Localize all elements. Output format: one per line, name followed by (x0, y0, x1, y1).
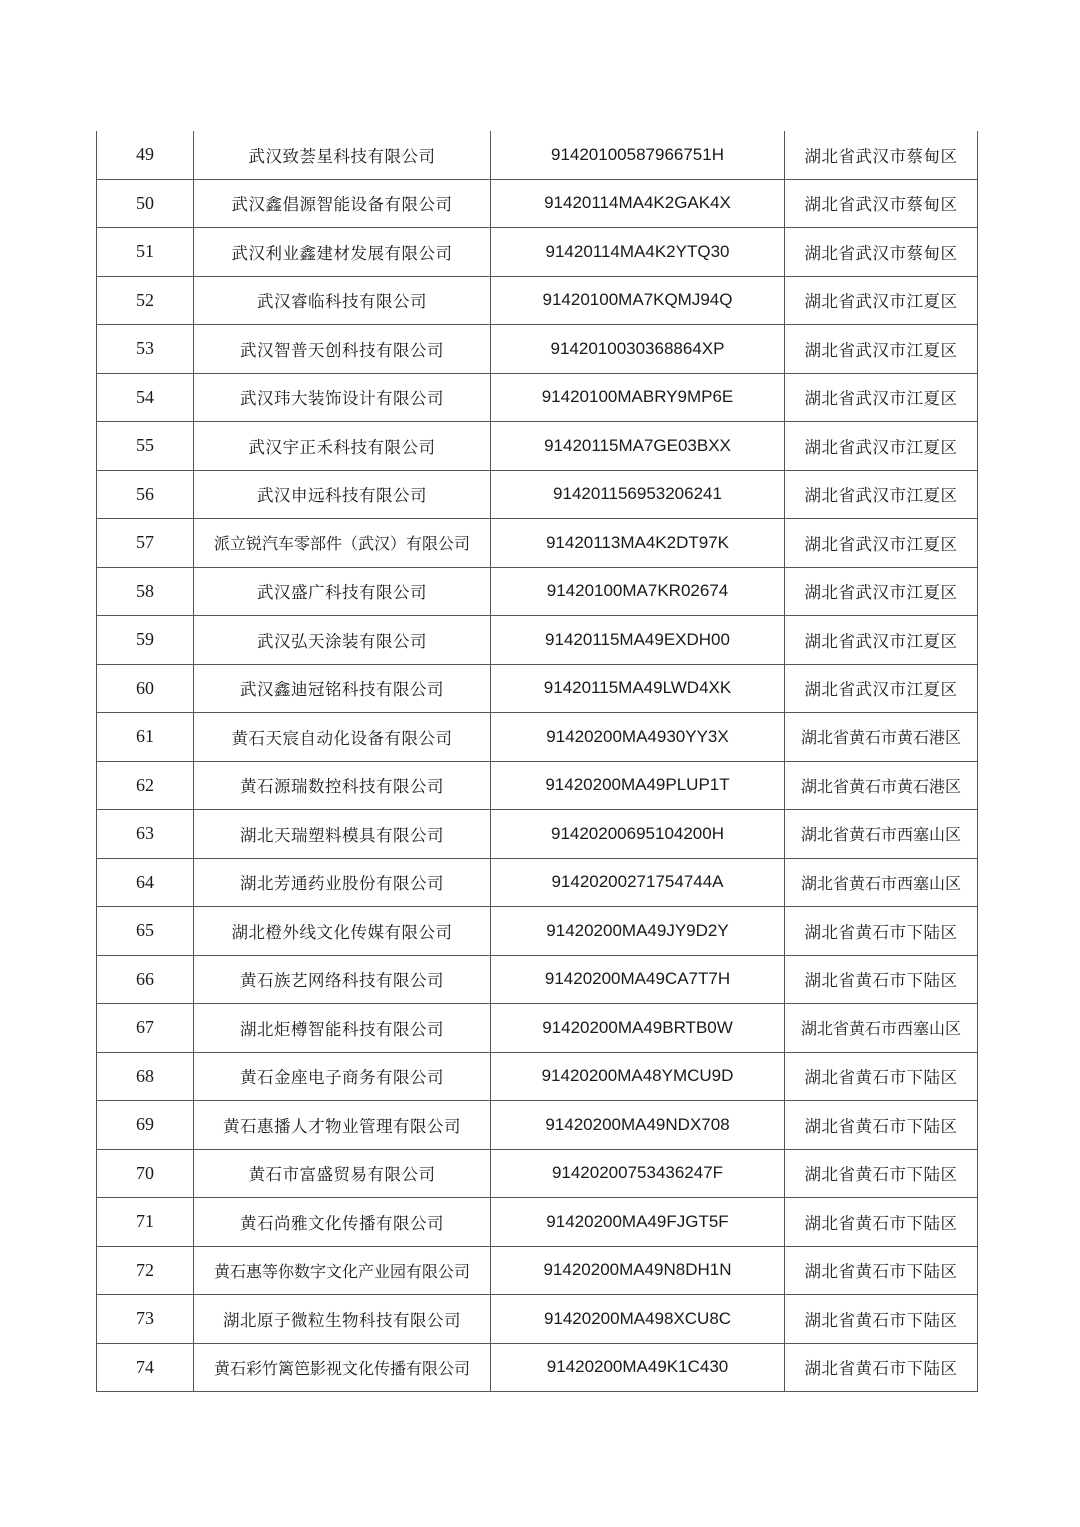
credit-code: 91420200MA49CA7T7H (491, 955, 785, 1004)
row-number: 71 (97, 1198, 194, 1247)
table-row (97, 1004, 978, 1053)
table-row (97, 1198, 978, 1247)
credit-code: 91420115MA49LWD4XK (491, 664, 785, 713)
row-number: 65 (97, 907, 194, 956)
company-name: 武汉宇正禾科技有限公司 (194, 422, 491, 471)
table-row (97, 519, 978, 568)
company-name: 派立锐汽车零部件（武汉）有限公司 (194, 519, 491, 568)
company-location: 湖北省黄石市西塞山区 (785, 858, 978, 907)
company-location: 湖北省黄石市西塞山区 (785, 1004, 978, 1053)
table-row (97, 955, 978, 1004)
table-row (97, 422, 978, 471)
row-number: 66 (97, 955, 194, 1004)
company-name: 湖北天瑞塑料模具有限公司 (194, 810, 491, 859)
credit-code: 91420100MA7KR02674 (491, 567, 785, 616)
table-row (97, 664, 978, 713)
company-name: 黄石源瑞数控科技有限公司 (194, 761, 491, 810)
company-table (96, 131, 978, 1392)
company-location: 湖北省武汉市江夏区 (785, 567, 978, 616)
company-name: 武汉鑫迪冠铭科技有限公司 (194, 664, 491, 713)
company-location: 湖北省黄石市黄石港区 (785, 713, 978, 762)
company-location: 湖北省武汉市江夏区 (785, 664, 978, 713)
credit-code: 91420200MA49NDX708 (491, 1101, 785, 1150)
credit-code: 91420200MA49FJGT5F (491, 1198, 785, 1247)
row-number: 50 (97, 179, 194, 228)
row-number: 70 (97, 1149, 194, 1198)
company-name: 武汉盛广科技有限公司 (194, 567, 491, 616)
credit-code: 91420100MABRY9MP6E (491, 373, 785, 422)
company-name: 黄石市富盛贸易有限公司 (194, 1149, 491, 1198)
row-number: 68 (97, 1052, 194, 1101)
table-row (97, 1295, 978, 1344)
table-row (97, 907, 978, 956)
table-row (97, 858, 978, 907)
company-location: 湖北省黄石市下陆区 (785, 1149, 978, 1198)
company-location: 湖北省武汉市江夏区 (785, 470, 978, 519)
table-row (97, 1052, 978, 1101)
row-number: 60 (97, 664, 194, 713)
company-name: 武汉鑫倡源智能设备有限公司 (194, 179, 491, 228)
row-number: 49 (97, 131, 194, 179)
row-number: 59 (97, 616, 194, 665)
row-number: 52 (97, 276, 194, 325)
table-row (97, 325, 978, 374)
credit-code: 914201156953206241 (491, 470, 785, 519)
company-name: 湖北橙外线文化传媒有限公司 (194, 907, 491, 956)
row-number: 61 (97, 713, 194, 762)
credit-code: 91420113MA4K2DT97K (491, 519, 785, 568)
company-name: 黄石彩竹篱笆影视文化传播有限公司 (194, 1343, 491, 1392)
row-number: 69 (97, 1101, 194, 1150)
row-number: 55 (97, 422, 194, 471)
company-name: 黄石惠等你数字文化产业园有限公司 (194, 1246, 491, 1295)
credit-code: 91420200MA49K1C430 (491, 1343, 785, 1392)
company-location: 湖北省黄石市下陆区 (785, 1246, 978, 1295)
company-name: 武汉玮大装饰设计有限公司 (194, 373, 491, 422)
credit-code: 91420114MA4K2YTQ30 (491, 228, 785, 277)
row-number: 54 (97, 373, 194, 422)
company-name: 武汉睿临科技有限公司 (194, 276, 491, 325)
credit-code: 91420200MA49PLUP1T (491, 761, 785, 810)
table-row (97, 470, 978, 519)
row-number: 51 (97, 228, 194, 277)
company-table-body (97, 131, 978, 1392)
row-number: 64 (97, 858, 194, 907)
company-name: 湖北炬樽智能科技有限公司 (194, 1004, 491, 1053)
company-name: 黄石族艺网络科技有限公司 (194, 955, 491, 1004)
credit-code: 91420200271754744A (491, 858, 785, 907)
table-row (97, 1343, 978, 1392)
row-number: 58 (97, 567, 194, 616)
company-location: 湖北省黄石市下陆区 (785, 1198, 978, 1247)
company-name: 黄石惠播人才物业管理有限公司 (194, 1101, 491, 1150)
table-row (97, 276, 978, 325)
company-name: 武汉弘天涂装有限公司 (194, 616, 491, 665)
table-row (97, 713, 978, 762)
credit-code: 91420114MA4K2GAK4X (491, 179, 785, 228)
row-number: 74 (97, 1343, 194, 1392)
row-number: 62 (97, 761, 194, 810)
company-name: 黄石尚雅文化传播有限公司 (194, 1198, 491, 1247)
company-location: 湖北省黄石市下陆区 (785, 1295, 978, 1344)
company-name: 黄石金座电子商务有限公司 (194, 1052, 491, 1101)
table-row (97, 1149, 978, 1198)
table-row (97, 810, 978, 859)
company-location: 湖北省武汉市江夏区 (785, 373, 978, 422)
company-name: 黄石天宸自动化设备有限公司 (194, 713, 491, 762)
company-name: 武汉申远科技有限公司 (194, 470, 491, 519)
company-location: 湖北省黄石市西塞山区 (785, 810, 978, 859)
credit-code: 91420115MA7GE03BXX (491, 422, 785, 471)
credit-code: 91420200MA49JY9D2Y (491, 907, 785, 956)
credit-code: 91420200MA48YMCU9D (491, 1052, 785, 1101)
row-number: 53 (97, 325, 194, 374)
company-name: 武汉致荟星科技有限公司 (194, 131, 491, 179)
credit-code: 91420200695104200H (491, 810, 785, 859)
row-number: 57 (97, 519, 194, 568)
table-row (97, 1101, 978, 1150)
table-row (97, 228, 978, 277)
company-location: 湖北省武汉市江夏区 (785, 422, 978, 471)
credit-code: 9142010030368864XP (491, 325, 785, 374)
company-name: 湖北原子微粒生物科技有限公司 (194, 1295, 491, 1344)
company-location: 湖北省武汉市江夏区 (785, 616, 978, 665)
company-location: 湖北省武汉市江夏区 (785, 325, 978, 374)
company-name: 湖北芳通药业股份有限公司 (194, 858, 491, 907)
credit-code: 91420100587966751H (491, 131, 785, 179)
credit-code: 91420100MA7KQMJ94Q (491, 276, 785, 325)
company-location: 湖北省黄石市下陆区 (785, 1052, 978, 1101)
table-row (97, 761, 978, 810)
credit-code: 91420200MA49BRTB0W (491, 1004, 785, 1053)
row-number: 63 (97, 810, 194, 859)
company-location: 湖北省武汉市蔡甸区 (785, 131, 978, 179)
credit-code: 91420200753436247F (491, 1149, 785, 1198)
company-location: 湖北省黄石市下陆区 (785, 1101, 978, 1150)
row-number: 73 (97, 1295, 194, 1344)
company-name: 武汉利业鑫建材发展有限公司 (194, 228, 491, 277)
company-location: 湖北省黄石市下陆区 (785, 907, 978, 956)
table-row (97, 616, 978, 665)
company-location: 湖北省武汉市江夏区 (785, 276, 978, 325)
company-location: 湖北省黄石市下陆区 (785, 955, 978, 1004)
table-row (97, 131, 978, 179)
credit-code: 91420200MA498XCU8C (491, 1295, 785, 1344)
table-row (97, 567, 978, 616)
credit-code: 91420200MA4930YY3X (491, 713, 785, 762)
table-row (97, 179, 978, 228)
row-number: 67 (97, 1004, 194, 1053)
table-row (97, 1246, 978, 1295)
company-location: 湖北省黄石市下陆区 (785, 1343, 978, 1392)
company-location: 湖北省武汉市蔡甸区 (785, 228, 978, 277)
company-location: 湖北省黄石市黄石港区 (785, 761, 978, 810)
credit-code: 91420200MA49N8DH1N (491, 1246, 785, 1295)
row-number: 72 (97, 1246, 194, 1295)
company-location: 湖北省武汉市江夏区 (785, 519, 978, 568)
row-number: 56 (97, 470, 194, 519)
company-location: 湖北省武汉市蔡甸区 (785, 179, 978, 228)
credit-code: 91420115MA49EXDH00 (491, 616, 785, 665)
table-row (97, 373, 978, 422)
company-name: 武汉智普天创科技有限公司 (194, 325, 491, 374)
